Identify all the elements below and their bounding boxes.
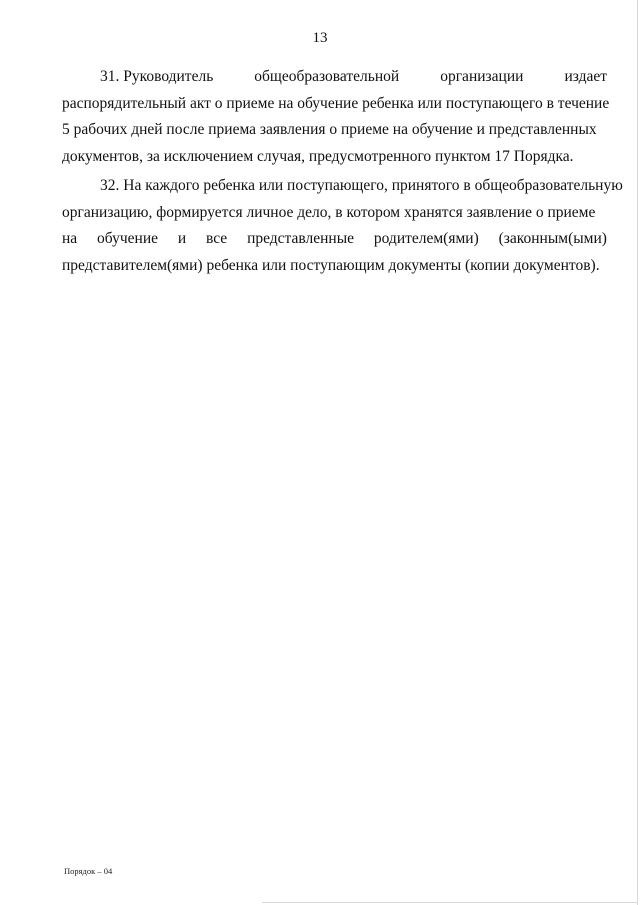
- footer-label: Порядок – 04: [64, 866, 113, 876]
- page-number: 13: [312, 30, 328, 46]
- document-body: [62, 64, 623, 282]
- paragraph-line: [62, 64, 607, 91]
- paragraph-line: распорядительный акт о приеме на обучение ребенка или поступающего в течение: [62, 94, 610, 112]
- paragraph-line: 32. На каждого ребенка или поступающего, принятого в общеобразовательную: [100, 177, 623, 194]
- paragraph-line: организацию, формируется личное дело, в котором хранятся заявление о приеме: [62, 203, 596, 221]
- paragraph-line: представителем(ями) ребенка или поступающим документы (копии документов).: [62, 256, 600, 274]
- paragraph-31: [62, 64, 610, 170]
- word: обучение: [97, 230, 158, 247]
- page-edge-right: [637, 0, 638, 905]
- word: родителем(ями): [373, 230, 479, 247]
- word: 31. Руководитель: [100, 68, 214, 85]
- paragraph-line: документов, за исключением случая, предусмотренного пунктом 17 Порядка.: [62, 147, 574, 165]
- word: общеобразовательной: [254, 68, 400, 85]
- paragraph-line: 5 рабочих дней после приема заявления о приеме на обучение и представленных: [62, 121, 597, 138]
- word: представленные: [247, 230, 355, 247]
- word: (законным(ыми): [498, 230, 607, 247]
- word: и: [177, 230, 187, 247]
- word: организации: [440, 68, 524, 85]
- word: издает: [564, 68, 607, 85]
- word: все: [206, 230, 228, 247]
- paragraph-line: [62, 226, 607, 253]
- word: на: [62, 230, 78, 247]
- page-edge-bottom: [262, 902, 638, 903]
- paragraph-32: [62, 173, 623, 279]
